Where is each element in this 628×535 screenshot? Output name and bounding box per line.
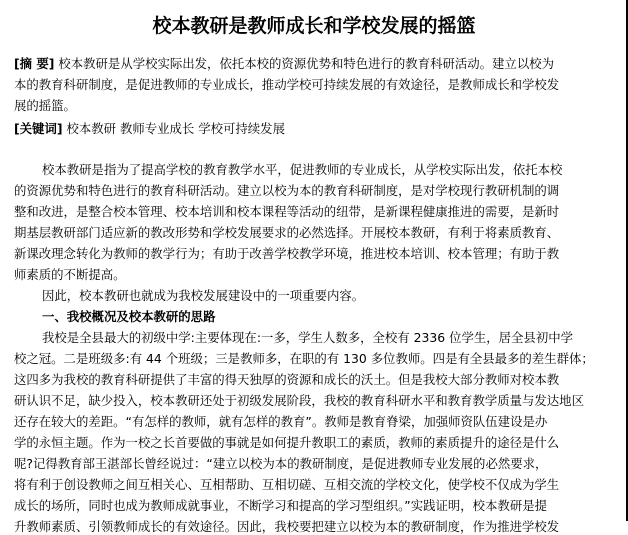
intro-line-2: 的资源优势和特色进行的教育科研活动。建立以校为本的教育科研制度，是对学校现行教研机制的调 xyxy=(14,183,560,198)
intro-line-3: 整和改进，是整合校本管理、校本培训和校本课程等活动的纽带，是新课程健康推进的需要，是新时 xyxy=(14,204,560,219)
section-heading: 一、我校概况及校本教研的思路 xyxy=(42,309,216,324)
section-line-1: 我校是全县最大的初级中学:主要体现在:一多，学生人数多，全校有 2336 位学生，居全县初中学 xyxy=(42,330,573,345)
abstract-line-2: 本的教育科研制度，是促进教师的专业成长，推动学校可持续发展的有效途径，是教师成长和学校发 xyxy=(14,77,560,92)
section-line-6: 学的永恒主题。作为一校之长首要做的事就是如何提升教职工的素质，教师的素质提升的途径是什么 xyxy=(14,435,560,450)
section-line-3: 这四多为我校的教育科研提供了丰富的得天独厚的资源和成长的沃土。但是我校大部分教师对校本教 xyxy=(14,372,560,387)
section-line-5: 还存在较大的差距。“有怎样的教师，就有怎样的教育”。教师是教育脊梁，加强师资队伍建设是办 xyxy=(14,414,548,429)
section-line-9: 成长的场所，同时也成为教师成就事业，不断学习和提高的学习型组织。”实践证明，校本教研是提 xyxy=(14,498,548,513)
keywords-line xyxy=(14,120,285,137)
abstract-label: [摘 要] xyxy=(14,56,55,71)
section-line-7: 呢?记得教育部王湛部长曾经说过：“建立以校为本的教研制度，是促进教师专业发展的必然要求， xyxy=(14,456,548,471)
section-line-10: 升教师素质、引领教师成长的有效途径。因此，我校要把建立以校为本的教研制度，作为推进学校发 xyxy=(14,519,560,534)
section-line-2: 校之冠。二是班级多:有 44 个班级；三是教师多，在职的有 130 多位教师。四是有全县最多的差生群体； xyxy=(14,351,594,366)
intro-line-1: 校本教研是指为了提高学校的教育教学水平，促进教师的专业成长，从学校实际出发，依托本校 xyxy=(42,162,563,177)
page-title: 校本教研是教师成长和学校发展的摇篮 xyxy=(152,15,476,37)
abstract-text-1: 校本教研是从学校实际出发，依托本校的资源优势和特色进行的教育科研活动。建立以校为 xyxy=(54,56,554,71)
abstract-line-1 xyxy=(14,55,554,72)
section-line-4: 研认识不足，缺少投入，校本教研还处于初级发展阶段，我校的教育科研水平和教育教学质量与发达地区 xyxy=(14,393,584,408)
abstract-line-3: 展的摇篮。 xyxy=(14,98,76,113)
section-line-8: 将有利于创设教师之间互相关心、互相帮助、互相切磋、互相交流的学校文化，使学校不仅成为学生 xyxy=(14,477,560,492)
intro-line-6: 师素质的不断提高。 xyxy=(14,267,126,282)
intro-line-5: 新课改理念转化为教师的教学行为；有助于改善学校教学环境，推进校本培训、校本管理；有助于教 xyxy=(14,246,560,261)
intro-line-4: 期基层教研部门适应新的教改形势和学校发展要求的必然选择。开展校本教研，有利于将素质教育、 xyxy=(14,225,560,240)
keywords-text: 校本教研 教师专业成长 学校可持续发展 xyxy=(62,121,285,136)
intro-conclusion: 因此，校本教研也就成为我校发展建设中的一项重要内容。 xyxy=(42,288,365,303)
keywords-label: [关键词] xyxy=(14,121,63,136)
